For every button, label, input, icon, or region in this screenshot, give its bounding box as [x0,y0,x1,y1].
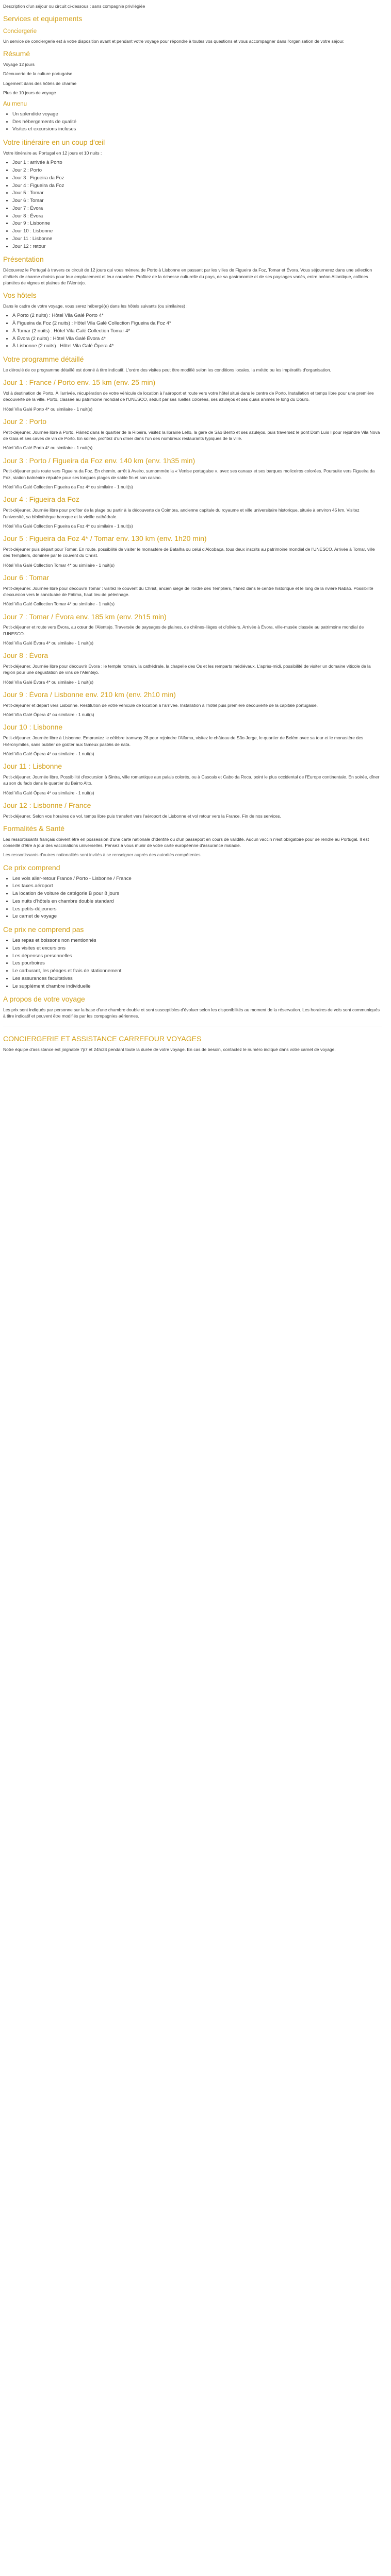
ne-comprend-list [3,937,382,990]
day-block [3,495,382,529]
day-text: Petit-déjeuner. Journée libre à Porto. Flânez dans le quartier de la Ribeira, visitez la librairie Lello, la gare de São Bento et ses azulejos, puis traversez le pont Dom Luís I pour rejoindre Vila Nova de Gaia et ses caves de vin de Porto. En soirée, profitez d'un dîner dans l'un des nombreux restaurants typiques de la ville. [3,429,380,442]
comprend-list [3,875,382,921]
day-block [3,762,382,796]
itineraire-item: • Jour 7 : Évora [12,205,382,212]
hotels-heading: Vos hôtels [3,291,37,300]
day-block [3,573,382,607]
itineraire-item: • Jour 10 : Lisbonne [12,228,382,235]
day-title: Jour 2 : Porto [3,417,47,426]
hotel-item: • À Évora (2 nuits) : Hôtel Vila Galé Évora 4* [12,335,382,343]
ne-comprend-item: • Les assurances facultatives [12,975,382,982]
menu-item: • Des hébergements de qualité [12,118,382,126]
comprend-item: • Les vols aller-retour France / Porto - Lisbonne / France [12,875,382,883]
itineraire-heading: Votre itinéraire en un coup d'œil [3,138,105,147]
day-title: Jour 7 : Tomar / Évora env. 185 km (env. 2h15 min) [3,612,167,621]
resume-line: Voyage 12 jours [3,61,35,67]
ne-comprend-item: • Les visites et excursions [12,945,382,952]
final-text: Notre équipe d'assistance est joignable 7j/7 et 24h/24 pendant toute la durée de votre voyage. En cas de besoin, contactez le numéro indiqué dans votre carnet de voyage. [3,1046,336,1052]
hotel-item: • À Porto (2 nuits) : Hôtel Vila Galé Porto 4* [12,312,382,319]
services-heading: Services et equipements [3,14,83,23]
comprend-item: • Les nuits d'hôtels en chambre double standard [12,898,382,905]
day-hotel: Hôtel Vila Galé Collection Tomar 4* ou similaire - 1 nuit(s) [3,601,115,607]
day-block [3,534,382,568]
itineraire-item: • Jour 3 : Figueira da Foz [12,175,382,182]
itineraire-item: • Jour 12 : retour [12,243,382,250]
page [0,0,385,1061]
day-block [3,651,382,685]
hotel-item: • À Tomar (2 nuits) : Hôtel Vila Galé Collection Tomar 4* [12,328,382,335]
day-hotel: Hôtel Vila Galé Collection Tomar 4* ou similaire - 1 nuit(s) [3,562,115,568]
conciergerie-text: Un service de conciergerie est à votre disposition avant et pendant votre voyage pour répondre à toutes vos questions et vous accompagner dans l'organisation de votre séjour. [3,38,345,44]
hotels-intro: Dans le cadre de votre voyage, vous serez hébergé(e) dans les hôtels suivants (ou similaires) : [3,303,188,309]
day-title: Jour 1 : France / Porto env. 15 km (env. 25 min) [3,378,156,387]
itineraire-item: • Jour 1 : arrivée à Porto [12,159,382,166]
itineraire-list [3,159,382,250]
day-block [3,417,382,451]
day-text: Petit-déjeuner. Selon vos horaires de vol, temps libre puis transfert vers l'aéroport de Lisbonne et vol retour vers la France. Fin de nos services. [3,813,281,819]
day-text: Petit-déjeuner puis route vers Figueira da Foz. En chemin, arrêt à Aveiro, surnommée la « Venise portugaise », avec ses canaux et ses barques moliceiros colorées. Poursuite vers Figueira da Foz, station balnéaire réputée pour ses longues plages de sable fin et son casino. [3,468,375,480]
day-hotel: Hôtel Vila Galé Ópera 4* ou similaire - 1 nuit(s) [3,751,94,756]
day-hotel: Hôtel Vila Galé Évora 4* ou similaire - 1 nuit(s) [3,679,94,685]
itineraire-item: • Jour 11 : Lisbonne [12,235,382,243]
day-hotel: Hôtel Vila Galé Porto 4* ou similaire - 1 nuit(s) [3,406,93,412]
day-block [3,801,382,819]
itineraire-item: • Jour 9 : Lisbonne [12,220,382,227]
day-text: Vol à destination de Porto. À l'arrivée, récupération de votre véhicule de location à l'aéroport et route vers votre hôtel situé dans le centre de Porto. Installation et temps libre pour une première découverte de la ville. Porto, classée au patrimoine mondial de l'UNESCO, séduit par ses ruelles colorées, ses azulejos et ses quais animés le long du Douro. [3,390,374,402]
day-text: Petit-déjeuner et route vers Évora, au cœur de l'Alentejo. Traversée de paysages de plaines, de chênes-lièges et d'oliviers. Arrivée à Évora, ville-musée classée au patrimoine mondial de l'UNESCO. [3,624,364,636]
day-title: Jour 5 : Figueira da Foz 4* / Tomar env. 130 km (env. 1h20 min) [3,534,207,543]
formalites-note: Les ressortissants d'autres nationalités sont invités à se renseigner auprès des autorités compétentes. [3,852,202,858]
prix-ne-comprend-heading: Ce prix ne comprend pas [3,925,84,934]
intro-text: Description d'un séjour ou circuit ci-dessous : sans compagnie privilégiée [3,4,145,9]
conciergerie-heading: Conciergerie [3,28,37,35]
day-hotel: Hôtel Vila Galé Évora 4* ou similaire - 1 nuit(s) [3,640,94,646]
bon-a-savoir-heading: A propos de votre voyage [3,995,85,1004]
day-title: Jour 4 : Figueira da Foz [3,495,79,504]
itineraire-item: • Jour 8 : Évora [12,213,382,220]
bon-a-savoir-text: Les prix sont indiqués par personne sur la base d'une chambre double et sont susceptibles d'évoluer selon les disponibilités au moment de la réservation. Les horaires de vols sont communiqués à titre indicatif et peuvent être modifiés par les compagnies aériennes. [3,1007,380,1019]
comprend-item: • Les petits-déjeuners [12,906,382,913]
day-block [3,690,382,718]
day-block [3,613,382,647]
day-title: Jour 10 : Lisbonne [3,723,63,732]
day-text: Petit-déjeuner. Journée libre pour profiter de la plage ou partir à la découverte de Coimbra, ancienne capitale du royaume et ville universitaire historique, située à environ 45 km. Visitez l'université, sa bibliothèque baroque et la vieille cathédrale. [3,507,360,519]
hotels-list [3,312,382,350]
resume-block [3,61,382,96]
resume-line: Logement dans des hôtels de charme [3,80,77,86]
day-hotel: Hôtel Vila Galé Collection Figueira da Foz 4* ou similaire - 1 nuit(s) [3,523,133,529]
ne-comprend-item: • Le carburant, les péages et frais de stationnement [12,968,382,975]
day-text: Petit-déjeuner. Journée libre à Lisbonne. Empruntez le célèbre tramway 28 pour rejoindre l'Alfama, visitez le château de São Jorge, le quartier de Belém avec sa tour et le monastère des Hiéronymites, sans oublier de goûter aux fameux pastéis de nata. [3,735,364,747]
itineraire-item: • Jour 5 : Tomar [12,190,382,197]
hotel-item: • À Figueira da Foz (2 nuits) : Hôtel Vila Galé Collection Figueira da Foz 4* [12,320,382,327]
menu-list [3,111,382,133]
footer [3,1026,382,1053]
programme-heading: Votre programme détaillé [3,355,84,364]
comprend-item: • Les taxes aéroport [12,883,382,890]
day-title: Jour 8 : Évora [3,651,48,660]
comprend-item: • La location de voiture de catégorie B pour 8 jours [12,890,382,897]
ne-comprend-item: • Les pourboires [12,960,382,967]
day-title: Jour 6 : Tomar [3,573,50,582]
programme-intro: Le déroulé de ce programme détaillé est donné à titre indicatif. L'ordre des visites peut être modifié selon les conditions locales, la météo ou les impératifs d'organisation. [3,367,331,372]
hotel-item: • À Lisbonne (2 nuits) : Hôtel Vila Galé Ópera 4* [12,343,382,350]
day-text: Petit-déjeuner. Journée libre. Possibilité d'excursion à Sintra, ville romantique aux palais colorés, ou à Cascais et Cabo da Roca, point le plus occidental de l'Europe continentale. En soirée, dîner au son du fado dans le quartier du Bairro Alto. [3,774,380,786]
itineraire-intro: Votre itinéraire au Portugal en 12 jours et 10 nuits : [3,150,102,156]
formalites-heading: Formalités & Santé [3,824,65,833]
day-title: Jour 3 : Porto / Figueira da Foz env. 140 km (env. 1h35 min) [3,456,196,465]
conciergerie-final-heading: CONCIERGERIE ET ASSISTANCE CARREFOUR VOYAGES [3,1034,202,1043]
itineraire-item: • Jour 2 : Porto [12,167,382,174]
day-hotel: Hôtel Vila Galé Ópera 4* ou similaire - 1 nuit(s) [3,790,94,795]
comprend-item: • Le carnet de voyage [12,913,382,920]
day-hotel: Hôtel Vila Galé Collection Figueira da Foz 4* ou similaire - 1 nuit(s) [3,484,133,490]
day-text: Petit-déjeuner. Journée libre pour découvrir Évora : le temple romain, la cathédrale, la chapelle des Os et les remparts médiévaux. L'après-midi, possibilité de visiter un domaine viticole de la région pour une dégustation de vins de l'Alentejo. [3,664,371,675]
ne-comprend-item: • Le supplément chambre individuelle [12,983,382,990]
menu-item: • Un splendide voyage [12,111,382,118]
day-title: Jour 9 : Évora / Lisbonne env. 210 km (env. 2h10 min) [3,690,176,699]
resume-line: Plus de 10 jours de voyage [3,90,56,95]
itineraire-item: • Jour 4 : Figueira da Foz [12,182,382,190]
presentation-heading: Présentation [3,255,44,264]
ne-comprend-item: • Les repas et boissons non mentionnés [12,937,382,944]
day-hotel: Hôtel Vila Galé Ópera 4* ou similaire - 1 nuit(s) [3,712,94,718]
day-text: Petit-déjeuner et départ vers Lisbonne. Restitution de votre véhicule de location à l'arrivée. Installation à l'hôtel puis première découverte de la capitale portugaise. [3,702,318,708]
formalites-text: Les ressortissants français doivent être en possession d'une carte nationale d'identité ou d'un passeport en cours de validité. Aucun vaccin n'est obligatoire pour se rendre au Portugal. Il est conseillé d'être à jour des vaccinations universelles. Pensez à vous munir de votre carte européenne d'assurance maladie. [3,836,369,849]
resume-line: Découverte de la culture portugaise [3,71,73,77]
resume-heading: Résumé [3,49,30,58]
day-block [3,378,382,412]
day-block [3,456,382,490]
itineraire-item: • Jour 6 : Tomar [12,197,382,205]
day-hotel: Hôtel Vila Galé Porto 4* ou similaire - 1 nuit(s) [3,445,93,451]
day-text: Petit-déjeuner puis départ pour Tomar. En route, possibilité de visiter le monastère de Batalha ou celui d'Alcobaça, tous deux inscrits au patrimoine mondial de l'UNESCO. Arrivée à Tomar, ville des Templiers, dominée par le couvent du Christ. [3,546,375,558]
presentation-text: Découvrez le Portugal à travers ce circuit de 12 jours qui vous mènera de Porto à Lisbonne en passant par les villes de Figueira da Foz, Tomar et Évora. Vous séjournerez dans une sélection d'hôtels de charme choisis pour leur emplacement et leur caractère. Profitez de la richesse culturelle du pays, de sa gastronomie et de ses paysages variés, entre océan Atlantique, collines plantées de vignes et plaines de l'Alentejo. [3,267,372,285]
prix-comprend-heading: Ce prix comprend [3,863,60,872]
day-text: Petit-déjeuner. Journée libre pour découvrir Tomar : visitez le couvent du Christ, ancien siège de l'ordre des Templiers, flânez dans le centre historique et le long de la rivière Nabão. Possibilité d'excursion vers le sanctuaire de Fátima, haut lieu de pèlerinage. [3,585,373,597]
ne-comprend-item: • Les dépenses personnelles [12,953,382,960]
day-title: Jour 12 : Lisbonne / France [3,801,91,809]
day-title: Jour 11 : Lisbonne [3,762,62,771]
day-block [3,723,382,757]
menu-item: • Visites et excursions incluses [12,126,382,133]
au-menu-heading: Au menu [3,101,27,108]
